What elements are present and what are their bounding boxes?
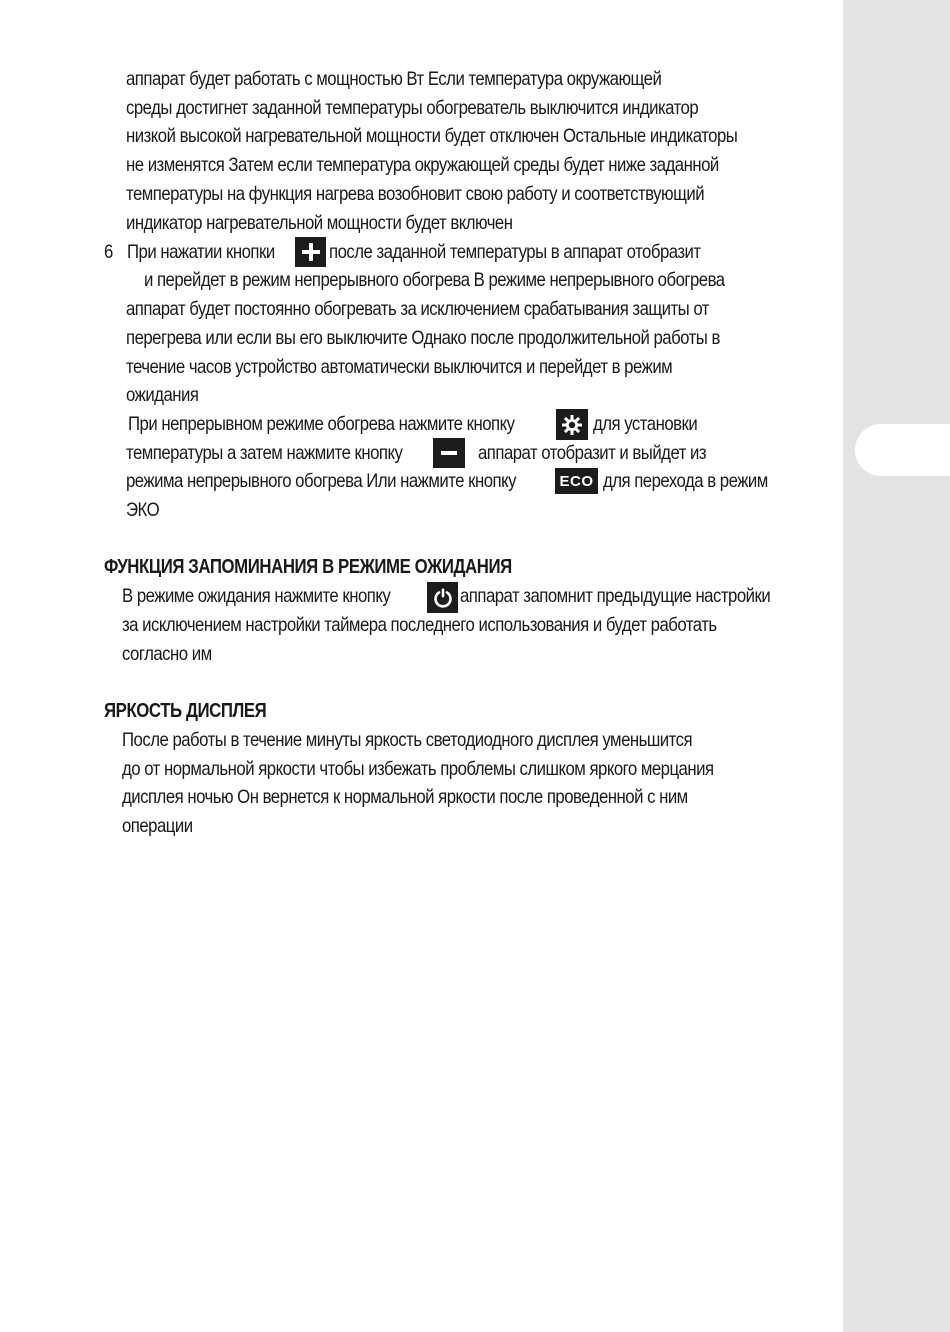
section-heading: ЯРКОСТЬ ДИСПЛЕЯ xyxy=(104,700,267,722)
power-button-icon xyxy=(427,582,458,613)
text-line: после заданной температуры в аппарат отобразит xyxy=(329,241,701,263)
settings-button-icon xyxy=(556,409,588,440)
plus-button-icon xyxy=(295,237,326,267)
minus-button-icon xyxy=(433,438,465,468)
list-number: 6 xyxy=(104,241,113,263)
section-heading: ФУНКЦИЯ ЗАПОМИНАНИЯ В РЕЖИМЕ ОЖИДАНИЯ xyxy=(104,556,512,578)
chapter-tab xyxy=(855,424,950,476)
text-line: и перейдет в режим непрерывного обогрева В режиме непрерывного обогрева xyxy=(144,269,725,291)
eco-label: ECO xyxy=(559,472,594,490)
text-line: ЭКО xyxy=(126,499,160,521)
eco-button-icon xyxy=(555,468,598,494)
text-line: течение часов устройство автоматически выключится и перейдет в режим xyxy=(126,356,673,378)
text-line: аппарат отобразит и выйдет из xyxy=(478,442,707,464)
text-line: В режиме ожидания нажмите кнопку xyxy=(122,585,391,607)
text-line: При нажатии кнопки xyxy=(127,241,275,263)
text-line: согласно им xyxy=(122,643,212,665)
text-line: не изменятся Затем если температура окружающей среды будет ниже заданной xyxy=(126,154,719,176)
text-line: При непрерывном режиме обогрева нажмите кнопку xyxy=(128,413,515,435)
text-line: для установки xyxy=(593,413,698,435)
text-line: режима непрерывного обогрева Или нажмите кнопку xyxy=(126,470,516,492)
text-line: аппарат будет постоянно обогревать за исключением срабатывания защиты от xyxy=(126,298,709,320)
text-line: для перехода в режим xyxy=(603,470,768,492)
text-line: перегрева или если вы его выключите Однако после продолжительной работы в xyxy=(126,327,720,349)
text-line: температуры на функция нагрева возобновит свою работу и соответствующий xyxy=(126,183,705,205)
text-line: индикатор нагревательной мощности будет включен xyxy=(126,212,513,234)
text-line: ожидания xyxy=(126,384,199,406)
text-line: После работы в течение минуты яркость светодиодного дисплея уменьшится xyxy=(122,729,693,751)
text-line: аппарат запомнит предыдущие настройки xyxy=(460,585,771,607)
text-line: низкой высокой нагревательной мощности будет отключен Остальные индикаторы xyxy=(126,125,738,147)
text-line: операции xyxy=(122,815,193,837)
side-margin-band xyxy=(843,0,950,1332)
text-line: до от нормальной яркости чтобы избежать проблемы слишком яркого мерцания xyxy=(122,758,714,780)
text-line: аппарат будет работать с мощностью Вт Если температура окружающей xyxy=(126,68,662,90)
text-line: дисплея ночью Он вернется к нормальной яркости после проведенной с ним xyxy=(122,786,688,808)
text-line: за исключением настройки таймера последнего использования и будет работать xyxy=(122,614,717,636)
text-line: среды достигнет заданной температуры обогреватель выключится индикатор xyxy=(126,97,699,119)
text-line: температуры а затем нажмите кнопку xyxy=(126,442,403,464)
